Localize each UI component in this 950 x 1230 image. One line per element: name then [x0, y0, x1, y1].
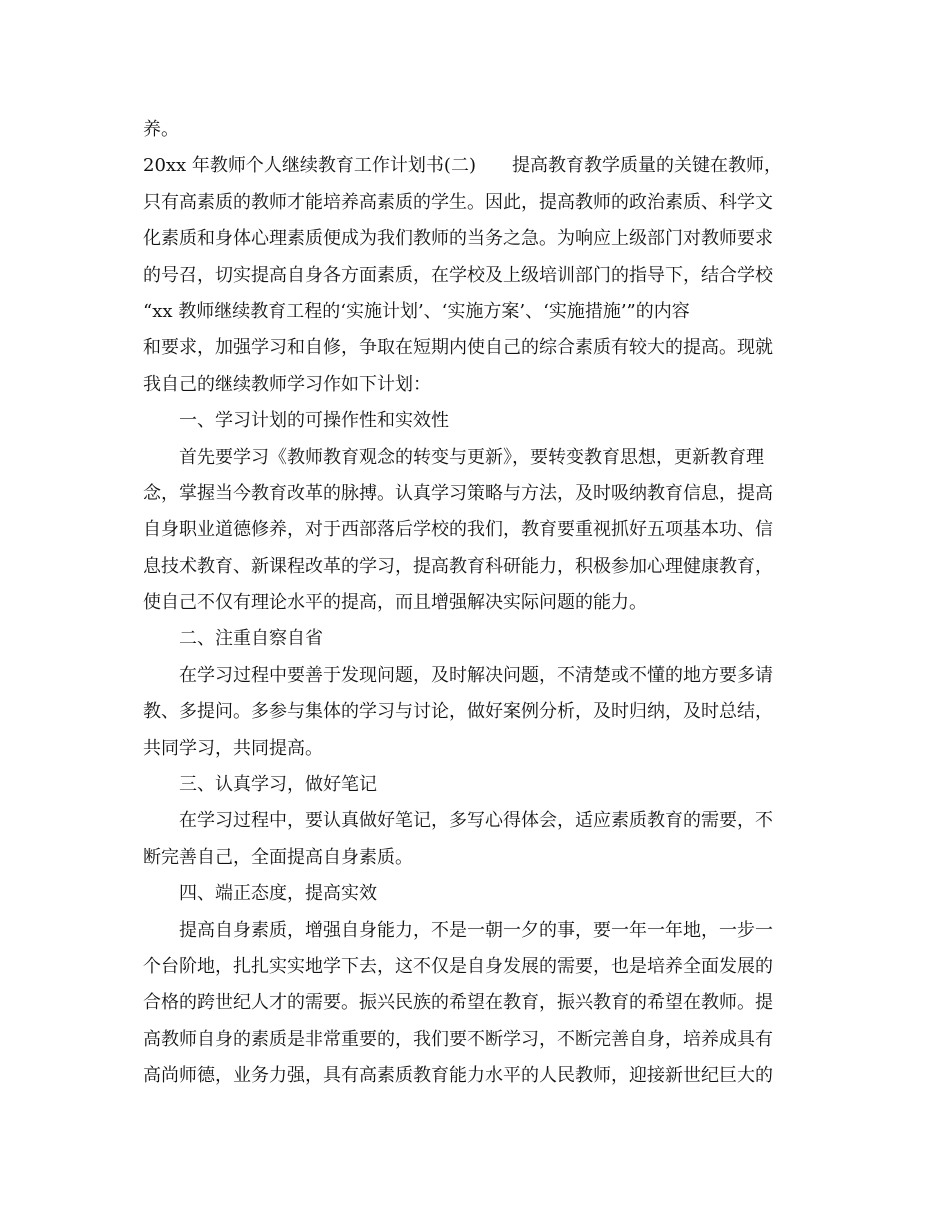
text-line: 只有高素质的教师才能培养高素质的学生。因此，提高教师的政治素质、科学文 [143, 191, 773, 213]
text-line: 断完善自己，全面提高自身素质。 [143, 846, 413, 868]
text-line: 的号召，切实提高自身各方面素质，在学校及上级培训部门的指导下，结合学校 [143, 264, 773, 286]
document-body [143, 112, 803, 1095]
text-line: 高教师自身的素质是非常重要的，我们要不断学习，不断完善自身，培养成具有 [143, 1028, 773, 1050]
section-heading: 四、端正态度，提高实效 [179, 883, 377, 905]
text-line: 养。 [143, 119, 179, 140]
text-line: 高尚师德，业务力强，具有高素质教育能力水平的人民教师，迎接新世纪巨大的 [143, 1065, 773, 1087]
text-line: 首先要学习《教师教育观念的转变与更新》，要转变教育思想，更新教育理 [179, 446, 764, 468]
text-line: 提高自身素质，增强自身能力，不是一朝一夕的事，要一年一年地，一步一 [179, 919, 773, 941]
text-line: 我自己的继续教师学习作如下计划： [143, 373, 431, 395]
text-line: 化素质和身体心理素质便成为我们教师的当务之急。为响应上级部门对教师要求 [143, 228, 773, 250]
text-line: 20xx 年教师个人继续教育工作计划书(二) 提高教育教学质量的关键在教师， [143, 155, 782, 177]
text-line: 念，掌握当今教育改革的脉搏。认真学习策略与方法，及时吸纳教育信息，提高 [143, 482, 773, 504]
text-line: “xx 教师继续教育工程的‘实施计划’、‘实施方案’、‘实施措施’”的内容 [143, 300, 690, 322]
text-line: 个台阶地，扎扎实实地学下去，这不仅是自身发展的需要，也是培养全面发展的 [143, 955, 773, 977]
section-heading: 二、注重自察自省 [179, 628, 323, 650]
text-line: 共同学习，共同提高。 [143, 737, 323, 759]
text-line: 教、多提问。多参与集体的学习与讨论，做好案例分析，及时归纳，及时总结， [143, 701, 773, 723]
text-line: 在学习过程中要善于发现问题，及时解决问题，不清楚或不懂的地方要多请 [179, 664, 773, 686]
text-line: 自身职业道德修养，对于西部落后学校的我们，教育要重视抓好五项基本功、信 [143, 519, 773, 541]
text-line: 和要求，加强学习和自修，争取在短期内使自己的综合素质有较大的提高。现就 [143, 337, 773, 359]
section-heading: 一、学习计划的可操作性和实效性 [179, 410, 449, 432]
text-line: 在学习过程中，要认真做好笔记，多写心得体会，适应素质教育的需要，不 [179, 810, 773, 832]
section-heading: 三、认真学习，做好笔记 [179, 774, 377, 796]
text-line: 使自己不仅有理论水平的提高，而且增强解决实际问题的能力。 [143, 592, 647, 614]
text-line: 息技术教育、新课程改革的学习，提高教育科研能力，积极参加心理健康教育， [143, 555, 773, 577]
text-line: 合格的跨世纪人才的需要。振兴民族的希望在教育，振兴教育的希望在教师。提 [143, 992, 773, 1014]
